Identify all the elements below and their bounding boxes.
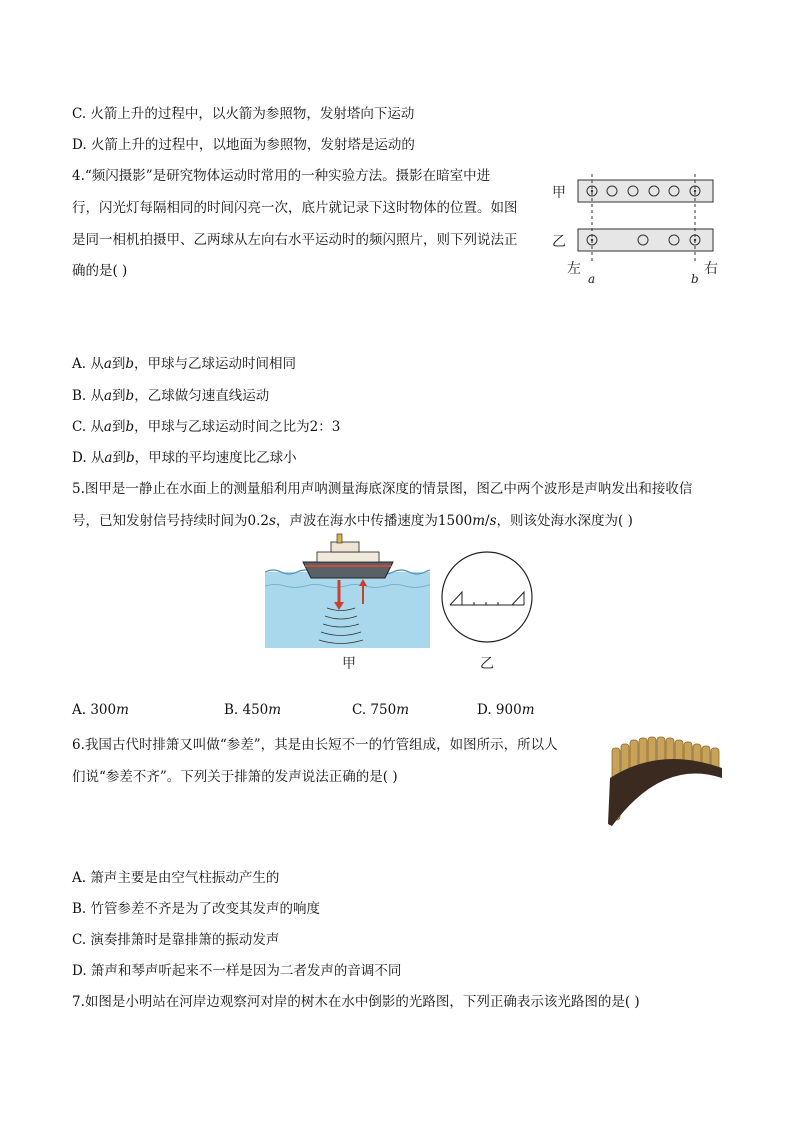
q4-stem-line2: 行，闪光灯每隔相同的时间闪亮一次，底片就记录下这时物体的位置。如图 xyxy=(72,200,518,216)
q3-option-c: C. 火箭上升的过程中，以火箭为参照物，发射塔向下运动 xyxy=(72,106,415,122)
q5-stem-line2: 号，已知发射信号持续时间为0.2𝑠，声波在海水中传播速度为1500𝑚/𝑠，则该处海水深度为( ) xyxy=(72,513,633,529)
pan-flute-figure xyxy=(604,734,724,830)
label-fig-yi: 乙 xyxy=(480,656,494,672)
q4-option-d: D. 从𝑎到𝑏，甲球的平均速度比乙球小 xyxy=(72,450,297,466)
jia-film-strip xyxy=(578,180,713,202)
q6-stem-line1: 6.我国古代时排箫又叫做“参差”，其是由长短不一的竹管组成，如图所示，所以人 xyxy=(72,737,558,753)
q6-option-b: B. 竹管参差不齐是为了改变其发声的响度 xyxy=(72,901,321,917)
pan-flute-illustration xyxy=(604,734,724,830)
ship-deck xyxy=(317,552,379,562)
q4-option-a: A. 从𝑎到𝑏，甲球与乙球运动时间相同 xyxy=(72,356,297,372)
q6-option-a: A. 箫声主要是由空气柱振动产生的 xyxy=(72,870,280,886)
q3-option-d: D. 火箭上升的过程中，以地面为参照物，发射塔是运动的 xyxy=(72,137,415,153)
label-yi: 乙 xyxy=(552,234,566,250)
sonar-ship-illustration xyxy=(265,532,430,648)
label-jia: 甲 xyxy=(552,185,566,201)
sonar-ship-figure xyxy=(265,532,430,648)
q6-option-c: C. 演奏排箫时是靠排箫的振动发声 xyxy=(72,932,280,948)
strobe-photo-figure xyxy=(548,170,728,290)
q5-option-a: A. 300𝑚 xyxy=(72,702,129,718)
q7-stem-line1: 7.如图是小明站在河岸边观察河对岸的树木在水中倒影的光路图，下列正确表示该光路图的是( ) xyxy=(72,994,640,1010)
label-b: b xyxy=(691,272,699,286)
q6-option-d: D. 箫声和琴声听起来不一样是因为二者发声的音调不同 xyxy=(72,963,402,979)
q6-stem-line2: 们说“参差不齐”。下列关于排箫的发声说法正确的是( ) xyxy=(72,769,398,785)
q5-stem-line1: 5.图甲是一静止在水面上的测量船利用声呐测量海底深度的情景图，图乙中两个波形是声呐发出和接收信 xyxy=(72,481,693,497)
ship-hull xyxy=(303,562,393,578)
q4-stem-line4: 确的是( ) xyxy=(72,263,128,279)
label-fig-jia: 甲 xyxy=(342,656,356,672)
label-left: 左 xyxy=(567,261,581,277)
oscilloscope-circle xyxy=(442,552,532,642)
q4-option-c: C. 从𝑎到𝑏，甲球与乙球运动时间之比为2：3 xyxy=(72,419,341,435)
waveform-diagram xyxy=(440,550,534,644)
q4-option-b: B. 从𝑎到𝑏，乙球做匀速直线运动 xyxy=(72,388,270,404)
label-a: a xyxy=(588,272,596,286)
yi-film-strip xyxy=(578,229,713,251)
q5-option-c: C. 750𝑚 xyxy=(352,702,409,718)
q4-stem-line1: 4.“频闪摄影”是研究物体运动时常用的一种实验方法。摄影在暗室中进 xyxy=(72,168,491,184)
label-right: 右 xyxy=(704,261,718,277)
q5-option-b: B. 450𝑚 xyxy=(224,702,282,718)
q4-stem-line3: 是同一相机拍摄甲、乙两球从左向右水平运动时的频闪照片，则下列说法正 xyxy=(72,232,518,248)
waveform-figure xyxy=(440,550,534,644)
q5-option-d: D. 900𝑚 xyxy=(477,702,535,718)
